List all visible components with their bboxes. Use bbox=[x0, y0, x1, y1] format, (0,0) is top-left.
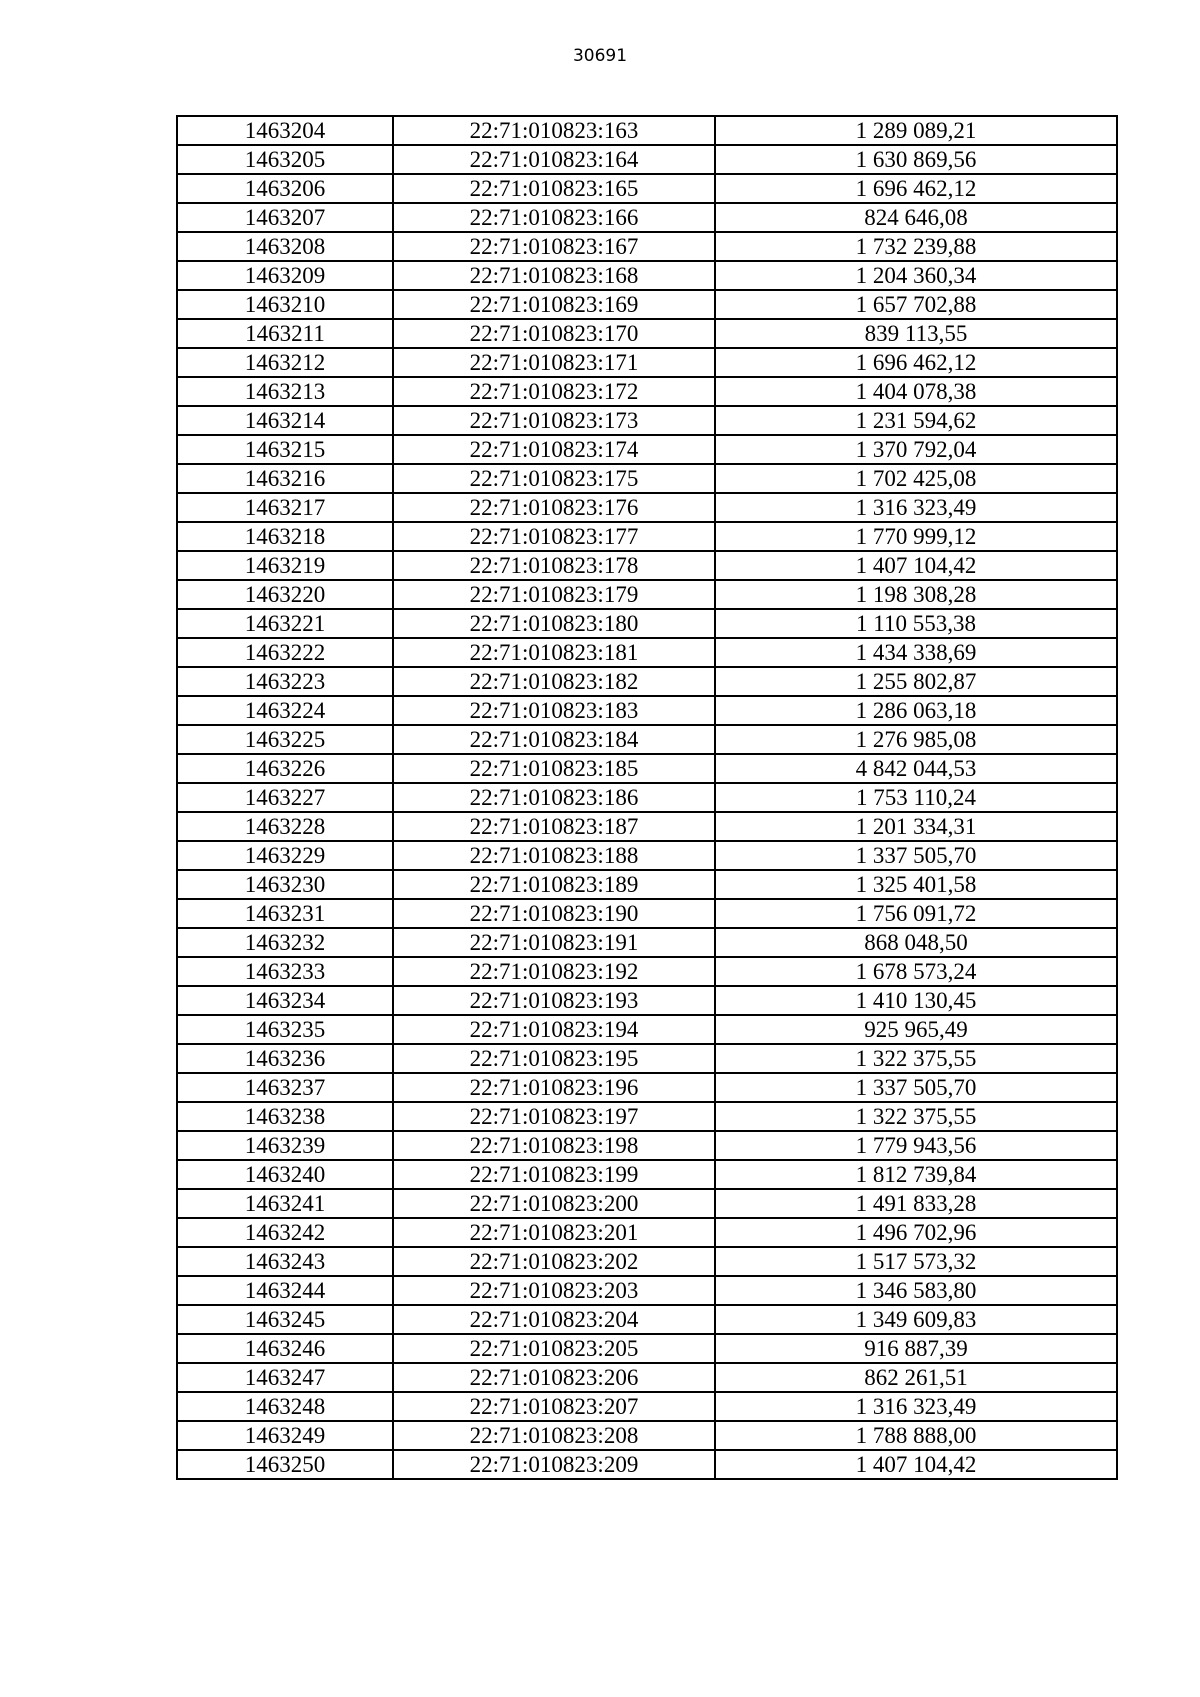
table-row bbox=[177, 870, 1117, 899]
table-row bbox=[177, 1015, 1117, 1044]
object-id-cell: 1463229 bbox=[177, 841, 393, 870]
cadastral-number-cell: 22:71:010823:183 bbox=[393, 696, 715, 725]
cadastral-value-cell: 1 337 505,70 bbox=[715, 841, 1117, 870]
cadastral-value-cell: 1 753 110,24 bbox=[715, 783, 1117, 812]
page-number: 30691 bbox=[572, 46, 628, 66]
cadastral-value-cell: 1 316 323,49 bbox=[715, 493, 1117, 522]
cadastral-value-cell: 1 322 375,55 bbox=[715, 1102, 1117, 1131]
object-id-cell: 1463215 bbox=[177, 435, 393, 464]
cadastral-number-cell: 22:71:010823:205 bbox=[393, 1334, 715, 1363]
cadastral-value-cell: 824 646,08 bbox=[715, 203, 1117, 232]
table-row bbox=[177, 1102, 1117, 1131]
object-id-cell: 1463248 bbox=[177, 1392, 393, 1421]
table-row bbox=[177, 1392, 1117, 1421]
cadastral-number-cell: 22:71:010823:175 bbox=[393, 464, 715, 493]
table-row bbox=[177, 1450, 1117, 1479]
cadastral-number-cell: 22:71:010823:198 bbox=[393, 1131, 715, 1160]
table-row bbox=[177, 377, 1117, 406]
object-id-cell: 1463221 bbox=[177, 609, 393, 638]
cadastral-number-cell: 22:71:010823:195 bbox=[393, 1044, 715, 1073]
cadastral-value-cell: 1 316 323,49 bbox=[715, 1392, 1117, 1421]
object-id-cell: 1463216 bbox=[177, 464, 393, 493]
table-row bbox=[177, 1044, 1117, 1073]
cadastral-number-cell: 22:71:010823:192 bbox=[393, 957, 715, 986]
cadastral-number-cell: 22:71:010823:177 bbox=[393, 522, 715, 551]
cadastral-value-cell: 1 325 401,58 bbox=[715, 870, 1117, 899]
table-row bbox=[177, 406, 1117, 435]
cadastral-value-cell: 1 788 888,00 bbox=[715, 1421, 1117, 1450]
cadastral-value-cell: 1 346 583,80 bbox=[715, 1276, 1117, 1305]
cadastral-number-cell: 22:71:010823:188 bbox=[393, 841, 715, 870]
table-row bbox=[177, 203, 1117, 232]
cadastral-number-cell: 22:71:010823:186 bbox=[393, 783, 715, 812]
cadastral-value-cell: 1 231 594,62 bbox=[715, 406, 1117, 435]
table-row bbox=[177, 928, 1117, 957]
object-id-cell: 1463234 bbox=[177, 986, 393, 1015]
cadastral-value-cell: 868 048,50 bbox=[715, 928, 1117, 957]
cadastral-value-cell: 4 842 044,53 bbox=[715, 754, 1117, 783]
table-row bbox=[177, 899, 1117, 928]
cadastral-value-cell: 1 756 091,72 bbox=[715, 899, 1117, 928]
object-id-cell: 1463219 bbox=[177, 551, 393, 580]
object-id-cell: 1463244 bbox=[177, 1276, 393, 1305]
object-id-cell: 1463237 bbox=[177, 1073, 393, 1102]
table-row bbox=[177, 261, 1117, 290]
cadastral-number-cell: 22:71:010823:163 bbox=[393, 116, 715, 145]
cadastral-value-cell: 1 496 702,96 bbox=[715, 1218, 1117, 1247]
cadastral-value-cell: 1 407 104,42 bbox=[715, 551, 1117, 580]
table-row bbox=[177, 319, 1117, 348]
cadastral-number-cell: 22:71:010823:169 bbox=[393, 290, 715, 319]
object-id-cell: 1463225 bbox=[177, 725, 393, 754]
cadastral-value-cell: 1 349 609,83 bbox=[715, 1305, 1117, 1334]
cadastral-value-cell: 862 261,51 bbox=[715, 1363, 1117, 1392]
cadastral-value-cell: 1 404 078,38 bbox=[715, 377, 1117, 406]
cadastral-value-cell: 1 198 308,28 bbox=[715, 580, 1117, 609]
cadastral-value-cell: 1 110 553,38 bbox=[715, 609, 1117, 638]
object-id-cell: 1463241 bbox=[177, 1189, 393, 1218]
cadastral-number-cell: 22:71:010823:199 bbox=[393, 1160, 715, 1189]
object-id-cell: 1463217 bbox=[177, 493, 393, 522]
object-id-cell: 1463212 bbox=[177, 348, 393, 377]
cadastral-value-cell: 1 770 999,12 bbox=[715, 522, 1117, 551]
object-id-cell: 1463236 bbox=[177, 1044, 393, 1073]
table-row bbox=[177, 986, 1117, 1015]
object-id-cell: 1463224 bbox=[177, 696, 393, 725]
object-id-cell: 1463227 bbox=[177, 783, 393, 812]
table-row bbox=[177, 609, 1117, 638]
cadastral-value-cell: 1 201 334,31 bbox=[715, 812, 1117, 841]
table-row bbox=[177, 580, 1117, 609]
cadastral-number-cell: 22:71:010823:171 bbox=[393, 348, 715, 377]
table-row bbox=[177, 145, 1117, 174]
cadastral-number-cell: 22:71:010823:187 bbox=[393, 812, 715, 841]
cadastral-value-cell: 1 286 063,18 bbox=[715, 696, 1117, 725]
cadastral-value-cell: 1 517 573,32 bbox=[715, 1247, 1117, 1276]
table-row bbox=[177, 232, 1117, 261]
table-row bbox=[177, 696, 1117, 725]
table-row bbox=[177, 1189, 1117, 1218]
object-id-cell: 1463208 bbox=[177, 232, 393, 261]
object-id-cell: 1463211 bbox=[177, 319, 393, 348]
cadastral-number-cell: 22:71:010823:180 bbox=[393, 609, 715, 638]
table-row bbox=[177, 1276, 1117, 1305]
object-id-cell: 1463239 bbox=[177, 1131, 393, 1160]
cadastral-value-cell: 1 410 130,45 bbox=[715, 986, 1117, 1015]
cadastral-value-cell: 839 113,55 bbox=[715, 319, 1117, 348]
cadastral-number-cell: 22:71:010823:203 bbox=[393, 1276, 715, 1305]
cadastral-number-cell: 22:71:010823:172 bbox=[393, 377, 715, 406]
object-id-cell: 1463214 bbox=[177, 406, 393, 435]
cadastral-number-cell: 22:71:010823:208 bbox=[393, 1421, 715, 1450]
cadastral-number-cell: 22:71:010823:168 bbox=[393, 261, 715, 290]
cadastral-value-cell: 1 337 505,70 bbox=[715, 1073, 1117, 1102]
table-row bbox=[177, 841, 1117, 870]
table-row bbox=[177, 116, 1117, 145]
registry-table bbox=[176, 115, 1118, 1480]
object-id-cell: 1463240 bbox=[177, 1160, 393, 1189]
cadastral-number-cell: 22:71:010823:204 bbox=[393, 1305, 715, 1334]
cadastral-number-cell: 22:71:010823:173 bbox=[393, 406, 715, 435]
cadastral-number-cell: 22:71:010823:164 bbox=[393, 145, 715, 174]
table-row bbox=[177, 812, 1117, 841]
object-id-cell: 1463205 bbox=[177, 145, 393, 174]
cadastral-value-cell: 1 812 739,84 bbox=[715, 1160, 1117, 1189]
object-id-cell: 1463210 bbox=[177, 290, 393, 319]
object-id-cell: 1463218 bbox=[177, 522, 393, 551]
object-id-cell: 1463204 bbox=[177, 116, 393, 145]
table-row bbox=[177, 522, 1117, 551]
object-id-cell: 1463232 bbox=[177, 928, 393, 957]
cadastral-number-cell: 22:71:010823:170 bbox=[393, 319, 715, 348]
cadastral-value-cell: 1 434 338,69 bbox=[715, 638, 1117, 667]
cadastral-value-cell: 1 289 089,21 bbox=[715, 116, 1117, 145]
table-row bbox=[177, 464, 1117, 493]
object-id-cell: 1463213 bbox=[177, 377, 393, 406]
table-row bbox=[177, 1131, 1117, 1160]
cadastral-number-cell: 22:71:010823:196 bbox=[393, 1073, 715, 1102]
cadastral-number-cell: 22:71:010823:185 bbox=[393, 754, 715, 783]
table-row bbox=[177, 754, 1117, 783]
object-id-cell: 1463233 bbox=[177, 957, 393, 986]
cadastral-number-cell: 22:71:010823:181 bbox=[393, 638, 715, 667]
cadastral-value-cell: 1 779 943,56 bbox=[715, 1131, 1117, 1160]
cadastral-value-cell: 1 702 425,08 bbox=[715, 464, 1117, 493]
object-id-cell: 1463245 bbox=[177, 1305, 393, 1334]
object-id-cell: 1463231 bbox=[177, 899, 393, 928]
object-id-cell: 1463235 bbox=[177, 1015, 393, 1044]
object-id-cell: 1463220 bbox=[177, 580, 393, 609]
cadastral-number-cell: 22:71:010823:165 bbox=[393, 174, 715, 203]
object-id-cell: 1463207 bbox=[177, 203, 393, 232]
cadastral-value-cell: 1 255 802,87 bbox=[715, 667, 1117, 696]
table-row bbox=[177, 1421, 1117, 1450]
cadastral-number-cell: 22:71:010823:209 bbox=[393, 1450, 715, 1479]
table-row bbox=[177, 551, 1117, 580]
cadastral-number-cell: 22:71:010823:206 bbox=[393, 1363, 715, 1392]
table-row bbox=[177, 1363, 1117, 1392]
cadastral-number-cell: 22:71:010823:178 bbox=[393, 551, 715, 580]
object-id-cell: 1463226 bbox=[177, 754, 393, 783]
cadastral-value-cell: 1 630 869,56 bbox=[715, 145, 1117, 174]
object-id-cell: 1463238 bbox=[177, 1102, 393, 1131]
table-row bbox=[177, 667, 1117, 696]
cadastral-value-cell: 1 657 702,88 bbox=[715, 290, 1117, 319]
object-id-cell: 1463206 bbox=[177, 174, 393, 203]
table-row bbox=[177, 493, 1117, 522]
table-row bbox=[177, 1247, 1117, 1276]
object-id-cell: 1463249 bbox=[177, 1421, 393, 1450]
cadastral-number-cell: 22:71:010823:167 bbox=[393, 232, 715, 261]
object-id-cell: 1463222 bbox=[177, 638, 393, 667]
object-id-cell: 1463243 bbox=[177, 1247, 393, 1276]
cadastral-value-cell: 1 678 573,24 bbox=[715, 957, 1117, 986]
table-row bbox=[177, 1334, 1117, 1363]
cadastral-number-cell: 22:71:010823:184 bbox=[393, 725, 715, 754]
object-id-cell: 1463230 bbox=[177, 870, 393, 899]
registry-table-body bbox=[177, 116, 1117, 1479]
table-row bbox=[177, 1218, 1117, 1247]
table-row bbox=[177, 638, 1117, 667]
cadastral-value-cell: 1 491 833,28 bbox=[715, 1189, 1117, 1218]
cadastral-number-cell: 22:71:010823:166 bbox=[393, 203, 715, 232]
cadastral-value-cell: 1 696 462,12 bbox=[715, 174, 1117, 203]
cadastral-number-cell: 22:71:010823:200 bbox=[393, 1189, 715, 1218]
cadastral-number-cell: 22:71:010823:174 bbox=[393, 435, 715, 464]
table-row bbox=[177, 290, 1117, 319]
cadastral-number-cell: 22:71:010823:182 bbox=[393, 667, 715, 696]
cadastral-number-cell: 22:71:010823:202 bbox=[393, 1247, 715, 1276]
cadastral-value-cell: 1 370 792,04 bbox=[715, 435, 1117, 464]
table-row bbox=[177, 725, 1117, 754]
table-row bbox=[177, 174, 1117, 203]
cadastral-number-cell: 22:71:010823:193 bbox=[393, 986, 715, 1015]
cadastral-number-cell: 22:71:010823:201 bbox=[393, 1218, 715, 1247]
cadastral-value-cell: 1 732 239,88 bbox=[715, 232, 1117, 261]
cadastral-value-cell: 1 696 462,12 bbox=[715, 348, 1117, 377]
table-row bbox=[177, 957, 1117, 986]
cadastral-number-cell: 22:71:010823:189 bbox=[393, 870, 715, 899]
cadastral-value-cell: 1 204 360,34 bbox=[715, 261, 1117, 290]
object-id-cell: 1463247 bbox=[177, 1363, 393, 1392]
table-row bbox=[177, 435, 1117, 464]
object-id-cell: 1463228 bbox=[177, 812, 393, 841]
cadastral-number-cell: 22:71:010823:176 bbox=[393, 493, 715, 522]
object-id-cell: 1463250 bbox=[177, 1450, 393, 1479]
table-row bbox=[177, 1073, 1117, 1102]
cadastral-value-cell: 1 322 375,55 bbox=[715, 1044, 1117, 1073]
cadastral-number-cell: 22:71:010823:191 bbox=[393, 928, 715, 957]
table-row bbox=[177, 348, 1117, 377]
object-id-cell: 1463246 bbox=[177, 1334, 393, 1363]
cadastral-value-cell: 1 407 104,42 bbox=[715, 1450, 1117, 1479]
table-row bbox=[177, 783, 1117, 812]
table-row bbox=[177, 1160, 1117, 1189]
cadastral-value-cell: 925 965,49 bbox=[715, 1015, 1117, 1044]
cadastral-value-cell: 1 276 985,08 bbox=[715, 725, 1117, 754]
cadastral-number-cell: 22:71:010823:179 bbox=[393, 580, 715, 609]
cadastral-value-cell: 916 887,39 bbox=[715, 1334, 1117, 1363]
object-id-cell: 1463209 bbox=[177, 261, 393, 290]
cadastral-number-cell: 22:71:010823:197 bbox=[393, 1102, 715, 1131]
object-id-cell: 1463242 bbox=[177, 1218, 393, 1247]
cadastral-number-cell: 22:71:010823:207 bbox=[393, 1392, 715, 1421]
object-id-cell: 1463223 bbox=[177, 667, 393, 696]
cadastral-number-cell: 22:71:010823:194 bbox=[393, 1015, 715, 1044]
cadastral-number-cell: 22:71:010823:190 bbox=[393, 899, 715, 928]
table-row bbox=[177, 1305, 1117, 1334]
